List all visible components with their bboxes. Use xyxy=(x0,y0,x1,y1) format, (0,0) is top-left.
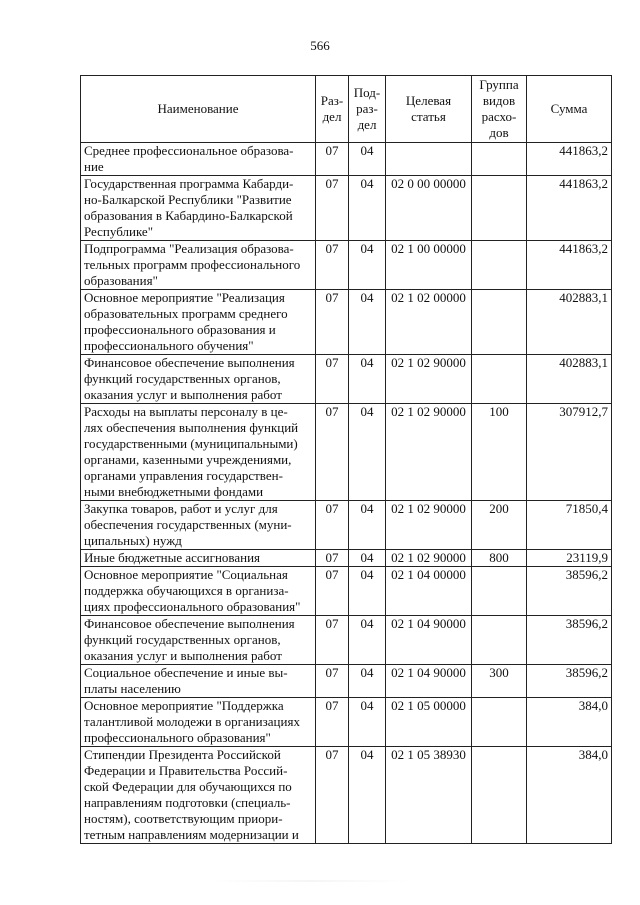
row-amount: 402883,1 xyxy=(527,355,612,404)
row-amount: 402883,1 xyxy=(527,290,612,355)
row-expense-group xyxy=(472,567,527,616)
row-amount: 441863,2 xyxy=(527,143,612,176)
row-expense-group xyxy=(472,143,527,176)
row-subsection: 04 xyxy=(349,665,386,698)
row-amount: 71850,4 xyxy=(527,501,612,550)
budget-table xyxy=(80,75,612,844)
row-name: Финансовое обеспечение выполнения функций государственных органов, оказания услуг и выполнения работ xyxy=(81,355,316,404)
row-name: Иные бюджетные ассигнования xyxy=(81,550,316,567)
table-row xyxy=(81,290,612,355)
row-subsection: 04 xyxy=(349,501,386,550)
row-target-article: 02 1 04 90000 xyxy=(386,665,472,698)
row-amount: 38596,2 xyxy=(527,665,612,698)
row-amount: 23119,9 xyxy=(527,550,612,567)
row-expense-group xyxy=(472,747,527,844)
row-target-article xyxy=(386,143,472,176)
row-amount: 441863,2 xyxy=(527,241,612,290)
row-section: 07 xyxy=(316,698,349,747)
row-subsection: 04 xyxy=(349,176,386,241)
row-target-article: 02 1 00 00000 xyxy=(386,241,472,290)
row-section: 07 xyxy=(316,176,349,241)
row-name: Социальное обеспечение и иные вы- платы населению xyxy=(81,665,316,698)
row-amount: 384,0 xyxy=(527,698,612,747)
scan-artifact xyxy=(210,880,410,882)
header-subsection: Под- раз- дел xyxy=(349,76,386,143)
row-name: Расходы на выплаты персоналу в це- лях обеспечения выполнения функций государственными (муниципальными) органами, казенными учреждениями, органами управления государствен- ными внебюджетными фондами xyxy=(81,404,316,501)
row-subsection: 04 xyxy=(349,355,386,404)
table-row xyxy=(81,501,612,550)
table-row xyxy=(81,665,612,698)
table-row xyxy=(81,404,612,501)
row-section: 07 xyxy=(316,501,349,550)
row-amount: 441863,2 xyxy=(527,176,612,241)
header-amount: Сумма xyxy=(527,76,612,143)
row-target-article: 02 1 04 90000 xyxy=(386,616,472,665)
header-name: Наименование xyxy=(81,76,316,143)
row-target-article: 02 1 04 00000 xyxy=(386,567,472,616)
table-header-row xyxy=(81,76,612,143)
row-expense-group xyxy=(472,290,527,355)
row-name: Государственная программа Кабарди- но-Балкарской Республики "Развитие образования в Кабардино-Балкарской Республике" xyxy=(81,176,316,241)
row-name: Основное мероприятие "Поддержка талантливой молодежи в организациях профессионального образования" xyxy=(81,698,316,747)
table-row xyxy=(81,143,612,176)
row-subsection: 04 xyxy=(349,747,386,844)
row-subsection: 04 xyxy=(349,404,386,501)
row-amount: 38596,2 xyxy=(527,616,612,665)
row-target-article: 02 1 02 90000 xyxy=(386,404,472,501)
row-section: 07 xyxy=(316,747,349,844)
row-section: 07 xyxy=(316,550,349,567)
row-section: 07 xyxy=(316,665,349,698)
header-target-article: Целевая статья xyxy=(386,76,472,143)
table-body xyxy=(81,143,612,844)
row-target-article: 02 1 02 00000 xyxy=(386,290,472,355)
table-row xyxy=(81,616,612,665)
row-section: 07 xyxy=(316,290,349,355)
row-target-article: 02 0 00 00000 xyxy=(386,176,472,241)
row-expense-group xyxy=(472,176,527,241)
row-name: Основное мероприятие "Реализация образовательных программ среднего профессионального образования и профессионального обучения" xyxy=(81,290,316,355)
row-expense-group xyxy=(472,616,527,665)
row-subsection: 04 xyxy=(349,241,386,290)
row-target-article: 02 1 05 38930 xyxy=(386,747,472,844)
row-target-article: 02 1 02 90000 xyxy=(386,501,472,550)
row-name: Закупка товаров, работ и услуг для обеспечения государственных (муни- ципальных) нужд xyxy=(81,501,316,550)
row-name: Основное мероприятие "Социальная поддержка обучающихся в организа- циях профессионального образования" xyxy=(81,567,316,616)
table-row xyxy=(81,567,612,616)
row-target-article: 02 1 02 90000 xyxy=(386,550,472,567)
header-expense-group: Группа видов расхо- дов xyxy=(472,76,527,143)
row-amount: 38596,2 xyxy=(527,567,612,616)
row-subsection: 04 xyxy=(349,567,386,616)
row-expense-group: 200 xyxy=(472,501,527,550)
row-name: Финансовое обеспечение выполнения функций государственных органов, оказания услуг и выполнения работ xyxy=(81,616,316,665)
table-row xyxy=(81,747,612,844)
row-amount: 307912,7 xyxy=(527,404,612,501)
row-expense-group xyxy=(472,241,527,290)
row-section: 07 xyxy=(316,241,349,290)
row-section: 07 xyxy=(316,355,349,404)
row-section: 07 xyxy=(316,143,349,176)
row-name: Среднее профессиональное образова- ние xyxy=(81,143,316,176)
table-row xyxy=(81,550,612,567)
row-subsection: 04 xyxy=(349,143,386,176)
table-row xyxy=(81,241,612,290)
row-name: Подпрограмма "Реализация образова- тельных программ профессионального образования" xyxy=(81,241,316,290)
row-expense-group: 100 xyxy=(472,404,527,501)
row-amount: 384,0 xyxy=(527,747,612,844)
table-row xyxy=(81,355,612,404)
row-subsection: 04 xyxy=(349,290,386,355)
row-section: 07 xyxy=(316,404,349,501)
row-expense-group: 300 xyxy=(472,665,527,698)
row-subsection: 04 xyxy=(349,698,386,747)
row-expense-group xyxy=(472,355,527,404)
table-row xyxy=(81,176,612,241)
row-subsection: 04 xyxy=(349,616,386,665)
row-subsection: 04 xyxy=(349,550,386,567)
header-section: Раз- дел xyxy=(316,76,349,143)
page-number: 566 xyxy=(310,38,330,53)
row-section: 07 xyxy=(316,616,349,665)
row-expense-group: 800 xyxy=(472,550,527,567)
row-section: 07 xyxy=(316,567,349,616)
row-target-article: 02 1 02 90000 xyxy=(386,355,472,404)
row-target-article: 02 1 05 00000 xyxy=(386,698,472,747)
table-row xyxy=(81,698,612,747)
row-name: Стипендии Президента Российской Федерации и Правительства Россий- ской Федерации для обучающихся по направлениям подготовки (специаль- ностям), соответствующим приори- тетным направлениям модернизации и xyxy=(81,747,316,844)
row-expense-group xyxy=(472,698,527,747)
